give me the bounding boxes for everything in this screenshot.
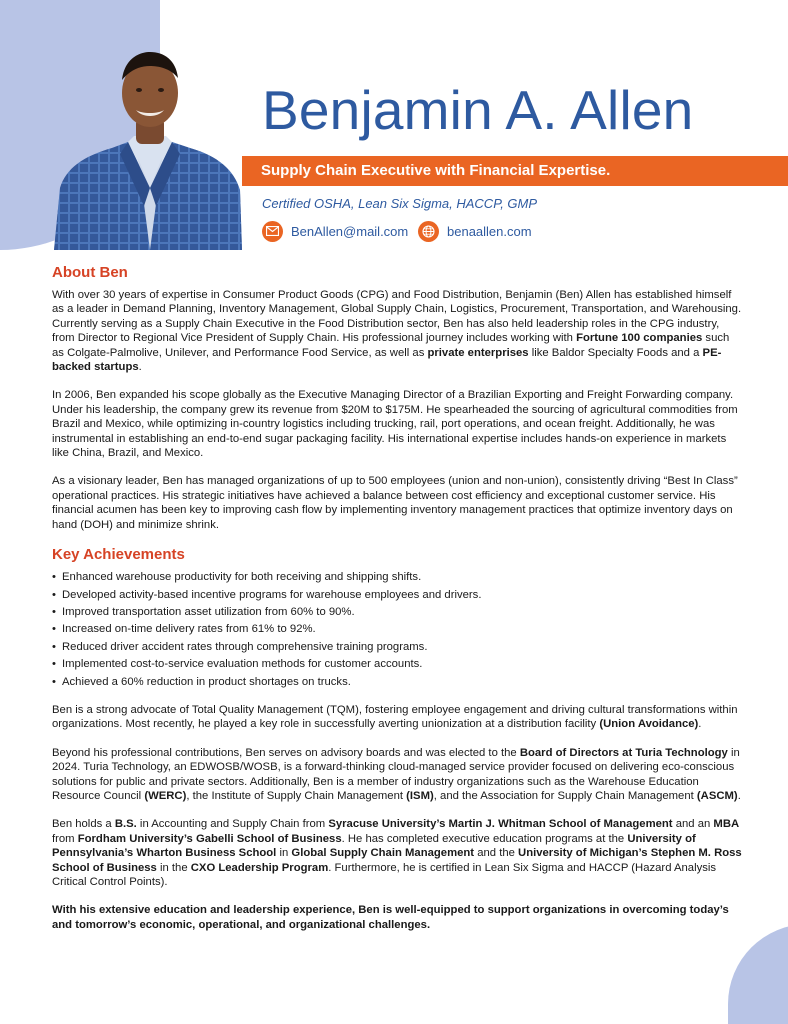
- bold-span: Board of Directors at Turia Technology: [519, 746, 728, 759]
- text-span: , and the Association for Supply Chain Management: [433, 789, 697, 802]
- text-span: in Accounting and Supply Chain from: [136, 818, 329, 831]
- text-span: . He has completed executive education programs at the: [341, 832, 628, 845]
- website-contact[interactable]: [418, 220, 532, 242]
- text-span: With over 30 years of expertise in Consumer Product Goods (CPG) and Food Distribution, Benjamin (Ben) Allen has established himself as a leader in Demand Planning, Inventory Management, Global Supply Chain, Logistics, Procurement, Transportation, and Warehousing. Currently serving as a Supply Chain Executive in the Food Distribution sector, Ben has also held leadership roles in the CPG industry, from Director to Regional Vice President of Supply Chain. His professional journey includes working with: [52, 289, 742, 345]
- bold-span: PE-backed startups: [52, 346, 722, 374]
- tagline-bar: [242, 156, 788, 186]
- text-span: . Furthermore, he is certified in Lean Six Sigma and HACCP (Hazard Analysis Critical Control Points).: [52, 861, 717, 888]
- text-span: .: [138, 361, 142, 374]
- globe-icon: [418, 221, 439, 242]
- text-span: like Baldor Specialty Foods and a: [528, 346, 703, 359]
- bold-span: CXO Leadership Program: [190, 861, 329, 874]
- bold-span: private enterprises: [427, 346, 529, 359]
- email-icon: [262, 221, 283, 242]
- list-item: • Improved transportation asset utilization from 60% to 90%.: [52, 605, 742, 619]
- list-item: • Implemented cost-to-service evaluation methods for customer accounts.: [52, 657, 742, 671]
- bold-span: Syracuse University’s Martin J. Whitman School of Management: [328, 818, 673, 831]
- text-span: Ben holds a: [52, 818, 115, 831]
- page-title-name: Benjamin A. Allen: [262, 79, 694, 141]
- about-paragraph-1: [52, 288, 742, 374]
- list-item: • Reduced driver accident rates through comprehensive training programs.: [52, 640, 742, 654]
- bold-span: University of Michigan’s Stephen M. Ross School of Business: [52, 847, 742, 874]
- bold-span: Fordham University’s Gabelli School of Business: [77, 832, 342, 845]
- achievements-list: [52, 570, 742, 689]
- about-paragraph-3: As a visionary leader, Ben has managed organizations of up to 500 employees (union and non-union), consistently driving “Best In Class” operational practices. His strategic initiatives have achieved a balance between cost efficiency and exceptional customer service. His financial acumen has been key to improving cash flow by implementing inventory management practices that optimize inventory days on hand (DOH) and minimize shrink.: [52, 475, 738, 531]
- bold-span: (WERC): [144, 789, 187, 802]
- bold-span: (Union Avoidance): [599, 718, 699, 731]
- text-span: in 2024. Turia Technology, an EDWOSB/WOSB, is a forward-thinking cloud-managed service provider focused on delivering eco-conscious solutions for public and private sectors. Additionally, Ben is a member of industry organizations such as the Warehouse Education Resource Council: [52, 746, 740, 802]
- closing-text: With his extensive education and leadership experience, Ben is well-equipped to support organizations in overcoming today’s and tomorrow’s economic, operational, and organizational challenges.: [52, 904, 729, 931]
- bold-span: B.S.: [114, 818, 137, 831]
- text-span: .: [698, 718, 702, 731]
- main-content: [52, 264, 742, 946]
- bold-span: (ASCM): [696, 789, 738, 802]
- text-span: and an: [672, 818, 714, 831]
- about-heading: About Ben: [52, 264, 128, 281]
- achievements-heading: Key Achievements: [52, 546, 185, 564]
- email-contact[interactable]: [262, 220, 408, 242]
- bold-span: Global Supply Chain Management: [291, 847, 475, 860]
- certifications: Certified OSHA, Lean Six Sigma, HACCP, GMP: [262, 196, 538, 211]
- list-item: • Achieved a 60% reduction in product shortages on trucks.: [52, 675, 742, 689]
- text-span: .: [737, 789, 741, 802]
- text-span: Ben is a strong advocate of Total Quality Management (TQM), fostering employee engagement and driving cultural transformations within organizations. Most recently, he played a key role in successfully averting unionization at a distribution facility: [52, 703, 738, 731]
- text-span: and the: [474, 847, 519, 860]
- education-paragraph: [52, 817, 742, 889]
- portrait-photo: [54, 38, 242, 250]
- about-paragraph-2: In 2006, Ben expanded his scope globally as the Executive Managing Director of a Brazilian Exporting and Freight Forwarding company. Under his leadership, the company grew its revenue from $20M to $175M. He spearheaded the sourcing of agricultural commodities from Brazil and Mexico, while optimizing in-country logistics including trucking, rail, port operations, and ocean freight. Additionally, he was instrumental in establishing an end-to-end sugar packaging facility. His international expertise includes hands-on experience in markets like China, Brazil, and Mexico.: [52, 389, 738, 460]
- email-link[interactable]: BenAllen@mail.com: [291, 223, 409, 239]
- website-link[interactable]: benaallen.com: [447, 223, 532, 239]
- text-span: from: [52, 832, 78, 845]
- text-span: Beyond his professional contributions, Ben serves on advisory boards and was elected to the: [52, 746, 520, 759]
- tagline: Supply Chain Executive with Financial Expertise.: [261, 162, 611, 179]
- list-item: • Enhanced warehouse productivity for both receiving and shipping shifts.: [52, 570, 742, 584]
- text-span: , the Institute of Supply Chain Management: [186, 789, 407, 802]
- board-paragraph: [52, 746, 742, 804]
- bold-span: (ISM): [406, 789, 434, 802]
- closing-paragraph: [52, 903, 742, 932]
- list-item: • Developed activity-based incentive programs for warehouse employees and drivers.: [52, 588, 742, 602]
- tqm-paragraph: [52, 703, 742, 732]
- bold-span: University of Pennsylvania’s Wharton Business School: [52, 832, 696, 860]
- bold-span: MBA: [713, 818, 740, 831]
- bold-span: Fortune 100 companies: [576, 332, 703, 345]
- text-span: in the: [156, 861, 191, 874]
- text-span: in: [276, 847, 292, 860]
- text-span: such as Colgate-Palmolive, Unilever, and Performance Food Service, as well as: [52, 332, 730, 359]
- portrait-illustration: [54, 38, 242, 250]
- list-item: • Increased on-time delivery rates from 61% to 92%.: [52, 622, 742, 636]
